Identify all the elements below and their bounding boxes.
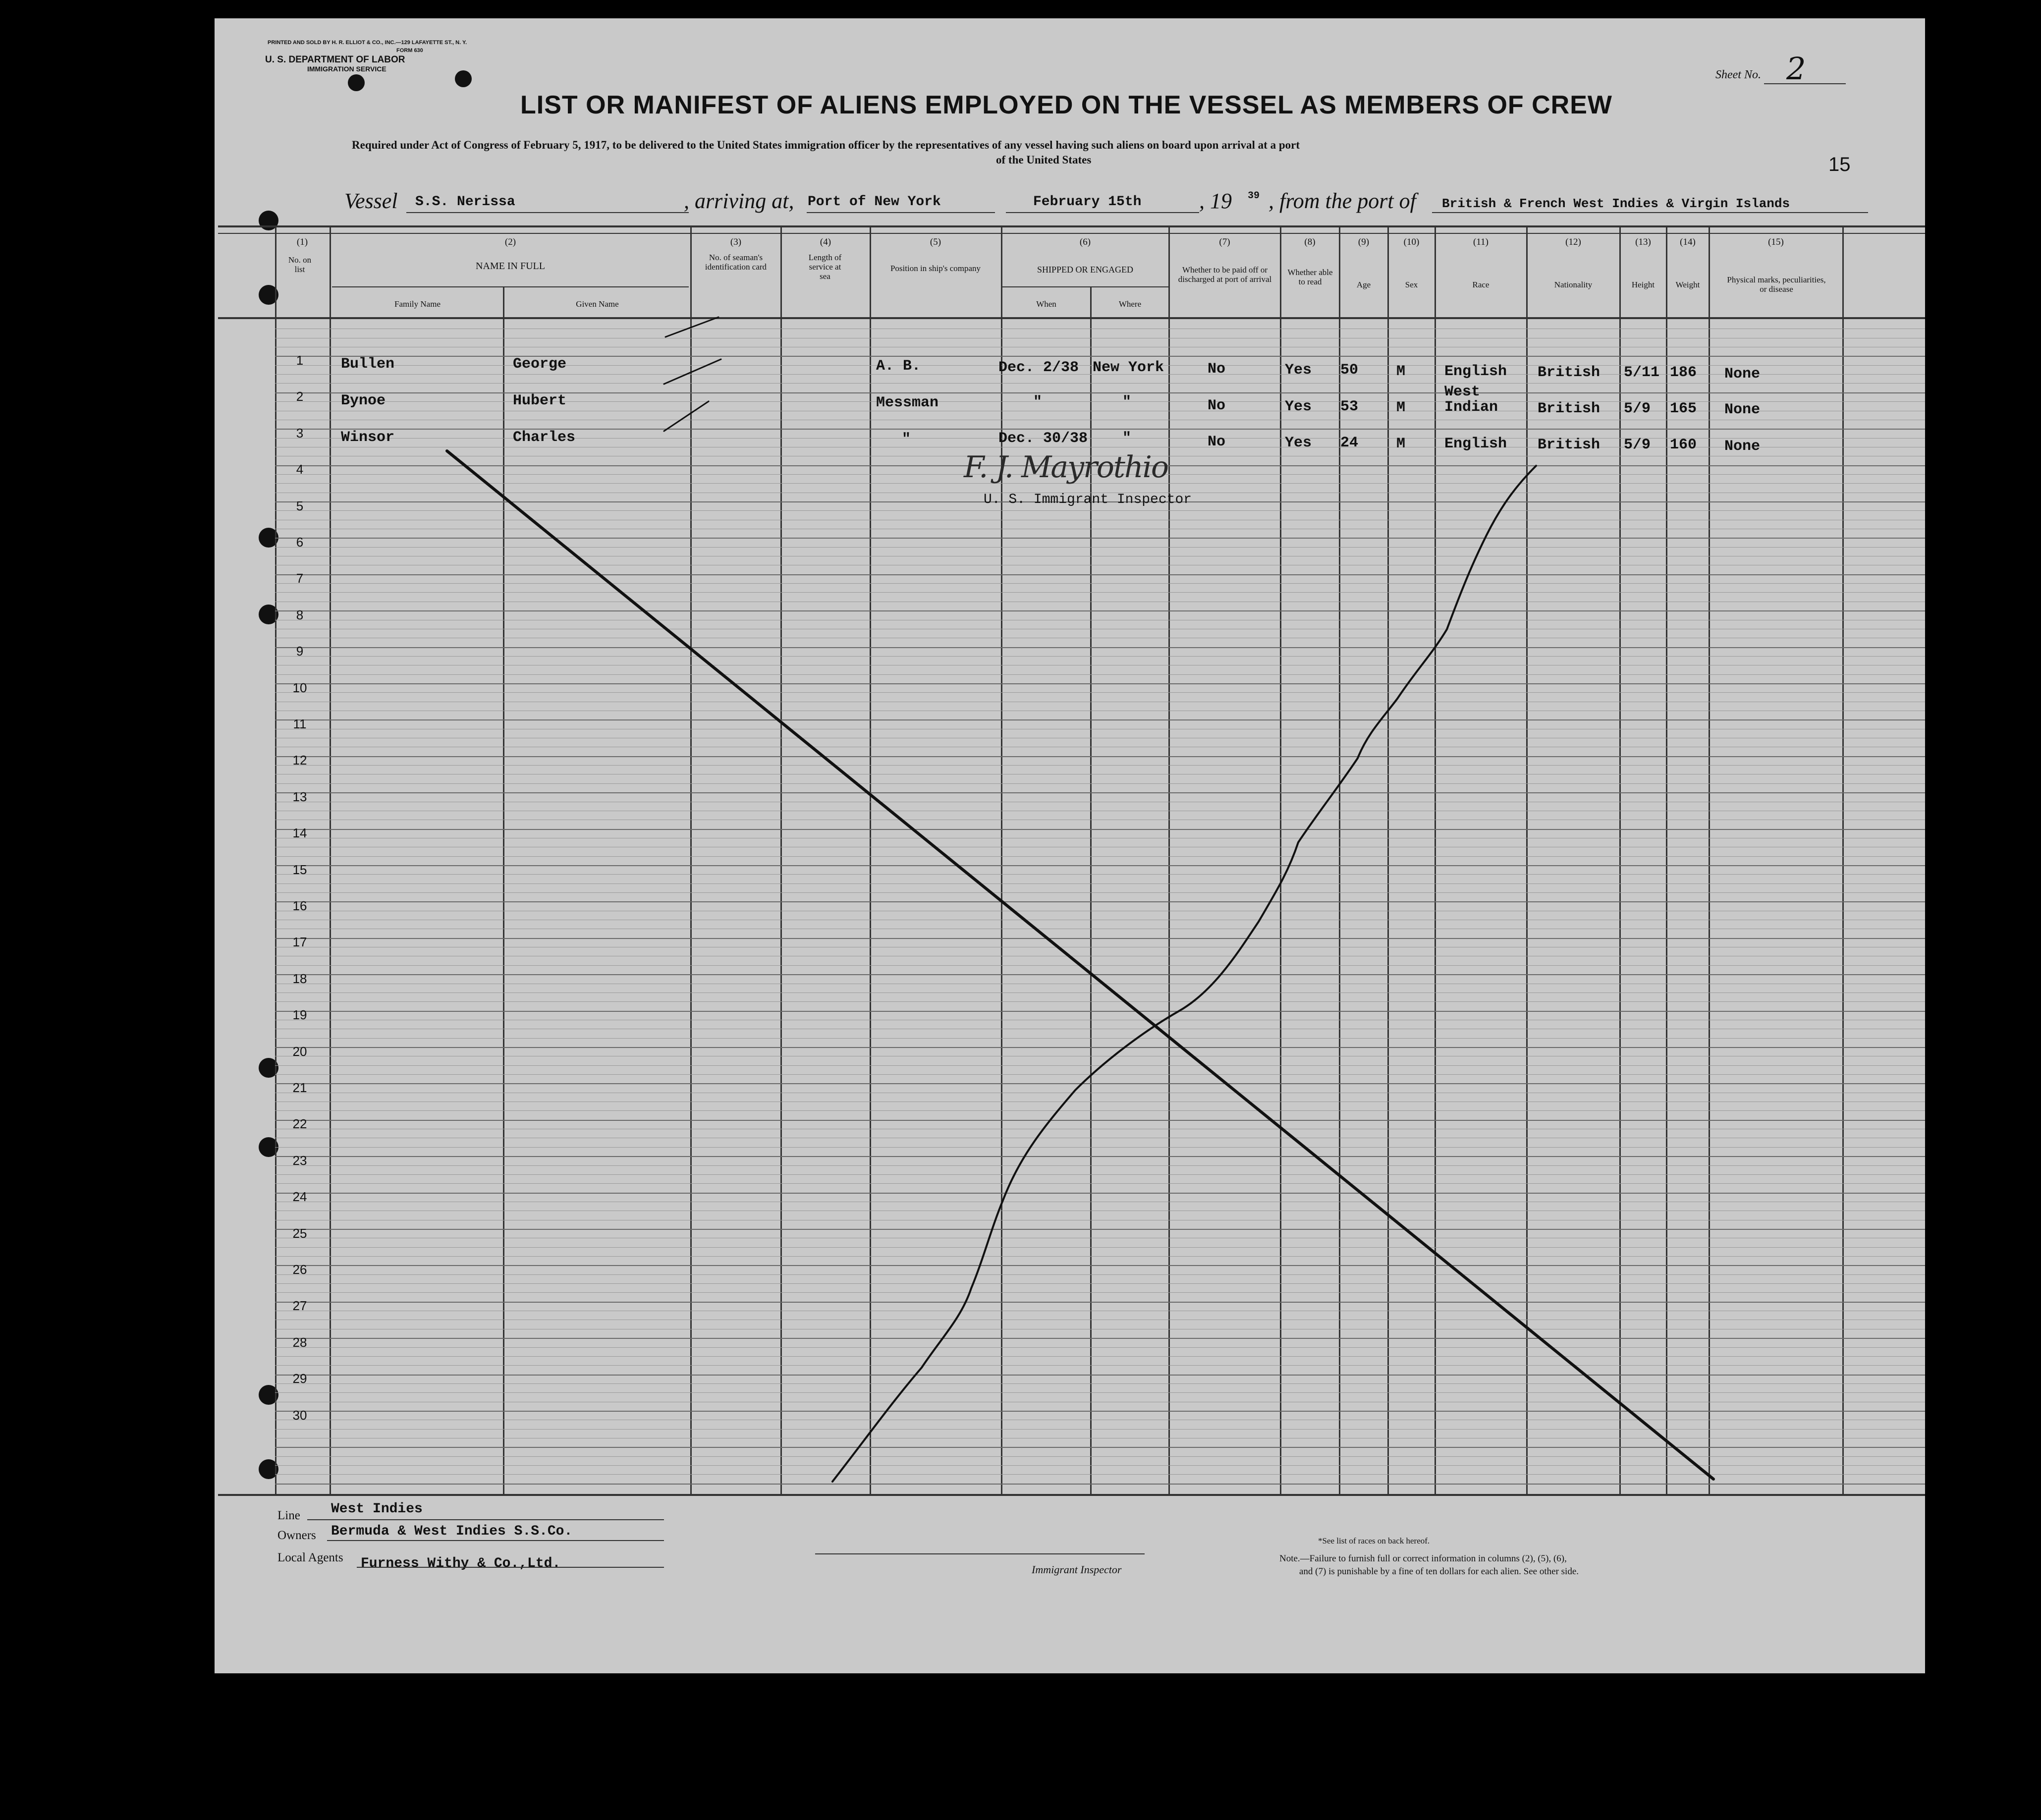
family-name: Bullen <box>341 356 395 373</box>
department: U. S. DEPARTMENT OF LABOR <box>265 55 405 65</box>
line-value: West Indies <box>331 1501 423 1517</box>
column-number: (2) <box>504 237 516 247</box>
row-number: 1 <box>296 353 304 368</box>
column-label: NAME IN FULL <box>476 261 545 272</box>
row-number: 13 <box>292 789 307 804</box>
column-number: (10) <box>1403 237 1420 247</box>
column-label: Race <box>1472 280 1489 289</box>
column-label: Age <box>1356 280 1371 289</box>
form-number: FORM 630 <box>396 48 423 54</box>
row-number: 5 <box>296 498 304 513</box>
row-number: 14 <box>292 826 307 840</box>
row-number: 11 <box>293 717 307 731</box>
column-label: Position in ship's company <box>890 264 981 273</box>
column-label: Sex <box>1405 280 1418 289</box>
tick-mark <box>665 317 718 337</box>
able-to-read: Yes <box>1285 435 1312 451</box>
sex: M <box>1396 399 1406 416</box>
column-label: No. on list <box>288 255 312 274</box>
age: 50 <box>1340 362 1359 379</box>
row-number: 25 <box>292 1226 307 1241</box>
race: English <box>1444 436 1507 452</box>
column-number: (11) <box>1473 237 1489 247</box>
note-line-2: and (7) is punishable by a fine of ten dollars for each alien. See other side. <box>1299 1566 1579 1577</box>
shipped-where: " <box>1122 394 1132 411</box>
column-sublabel: When <box>1036 299 1056 309</box>
arrival-port: Port of New York <box>808 194 941 210</box>
position: Messman <box>876 394 939 411</box>
row-number: 23 <box>292 1153 307 1168</box>
row-number: 22 <box>292 1116 307 1131</box>
paid-off: No <box>1208 397 1226 414</box>
inspector-stamp: U. S. Immigrant Inspector <box>984 492 1192 507</box>
row-number: 17 <box>292 935 307 949</box>
row-number: 2 <box>296 389 304 404</box>
shipped-when: Dec. 30/38 <box>998 430 1088 447</box>
race: English <box>1444 363 1507 380</box>
paid-off: No <box>1208 361 1226 378</box>
row-number: 27 <box>292 1298 307 1313</box>
height: 5/9 <box>1624 400 1651 417</box>
column-number: (6) <box>1079 237 1091 247</box>
row-number: 10 <box>292 680 307 695</box>
position: A. B. <box>876 358 921 375</box>
shipped-when: " <box>1033 394 1043 411</box>
column-number: (12) <box>1565 237 1581 247</box>
cross-out-line <box>447 451 1713 1479</box>
row-number: 24 <box>292 1189 307 1204</box>
tick-mark <box>664 359 721 384</box>
column-label: Height <box>1631 280 1655 289</box>
given-name: Hubert <box>513 392 567 409</box>
age: 24 <box>1340 435 1359 451</box>
note-line-1: Note.—Failure to furnish full or correct information in columns (2), (5), (6), <box>1279 1553 1567 1564</box>
sex: M <box>1396 363 1406 380</box>
height: 5/9 <box>1624 437 1651 453</box>
row-number: 12 <box>292 753 307 768</box>
weight: 160 <box>1670 437 1697 453</box>
paid-off: No <box>1208 434 1226 450</box>
column-number: (15) <box>1768 237 1784 247</box>
weight: 186 <box>1670 364 1697 381</box>
age: 53 <box>1340 398 1359 415</box>
immigrant-inspector-caption: Immigrant Inspector <box>1032 1563 1122 1576</box>
family-name: Bynoe <box>341 392 386 409</box>
nationality: British <box>1538 437 1600 453</box>
row-number: 26 <box>292 1262 307 1277</box>
agents-value: Furness Withy & Co.,Ltd. <box>361 1556 561 1571</box>
column-label: Length of service at sea <box>808 253 842 281</box>
inspector-signature: F. J. Mayrothio <box>964 450 1168 485</box>
column-number: (4) <box>820 237 831 247</box>
agents-label: Local Agents <box>277 1551 343 1564</box>
column-label: Whether to be paid off or discharged at port of arrival <box>1178 265 1272 284</box>
column-sublabel: Family Name <box>394 299 441 309</box>
row-number: 30 <box>292 1408 307 1423</box>
year-suffix: 39 <box>1248 190 1260 202</box>
family-name: Winsor <box>341 429 395 446</box>
column-sublabel: Given Name <box>576 299 619 309</box>
column-number: (13) <box>1635 237 1651 247</box>
races-note: *See list of races on back hereof. <box>1318 1536 1430 1545</box>
owners-label: Owners <box>277 1529 316 1542</box>
arriving-label: , arriving at, <box>684 189 794 213</box>
row-number: 9 <box>296 644 304 659</box>
column-number: (7) <box>1219 237 1230 247</box>
row-number: 19 <box>292 1007 307 1022</box>
service: IMMIGRATION SERVICE <box>307 65 386 73</box>
shipped-when: Dec. 2/38 <box>998 359 1079 376</box>
nationality: British <box>1538 400 1600 417</box>
shipped-where: New York <box>1093 359 1164 376</box>
column-number: (3) <box>730 237 742 247</box>
arrival-date: February 15th <box>1033 194 1142 210</box>
shipped-where: " <box>1122 430 1132 447</box>
row-number: 21 <box>292 1080 307 1095</box>
sheet-label: Sheet No. <box>1715 68 1761 81</box>
subtitle-line-2: of the United States <box>996 154 1092 166</box>
row-number: 6 <box>296 535 304 550</box>
column-label: Whether able to read <box>1287 268 1333 286</box>
page-mark: 15 <box>1828 154 1851 175</box>
position: " <box>902 431 911 448</box>
column-number: (8) <box>1304 237 1316 247</box>
from-label: , from the port of <box>1269 189 1416 213</box>
year-prefix: , 19 <box>1199 189 1232 213</box>
column-label: Weight <box>1675 280 1700 289</box>
sheet-number: 2 <box>1786 51 1806 87</box>
physical-marks: None <box>1724 401 1761 418</box>
row-number: 18 <box>292 971 307 986</box>
nationality: British <box>1538 364 1600 381</box>
weight: 165 <box>1670 400 1697 417</box>
subtitle-line-1: Required under Act of Congress of February 5, 1917, to be delivered to the United States immigration officer by the representatives of any vessel having such aliens on board upon arrival at a port <box>352 139 1300 151</box>
race: West Indian <box>1444 384 1498 416</box>
column-number: (14) <box>1680 237 1696 247</box>
row-number: 16 <box>292 898 307 913</box>
column-label: SHIPPED OR ENGAGED <box>1037 265 1133 275</box>
column-label: Nationality <box>1554 280 1593 289</box>
physical-marks: None <box>1724 438 1761 455</box>
given-name: Charles <box>513 429 576 446</box>
line-label: Line <box>277 1509 300 1522</box>
physical-marks: None <box>1724 366 1761 383</box>
row-number: 3 <box>296 426 304 441</box>
column-number: (1) <box>296 237 308 247</box>
column-number: (9) <box>1358 237 1370 247</box>
vessel-label: Vessel <box>344 189 398 213</box>
able-to-read: Yes <box>1285 398 1312 415</box>
vessel-name: S.S. Nerissa <box>415 194 515 210</box>
column-label: Physical marks, peculiarities, or disease <box>1727 275 1826 294</box>
column-sublabel: Where <box>1118 299 1142 309</box>
row-number: 20 <box>292 1044 307 1059</box>
row-number: 29 <box>292 1371 307 1386</box>
tick-mark <box>664 401 709 431</box>
diagonal-scrawl <box>832 466 1536 1482</box>
page-title: LIST OR MANIFEST OF ALIENS EMPLOYED ON THE VESSEL AS MEMBERS OF CREW <box>520 91 1612 119</box>
row-number: 28 <box>292 1335 307 1350</box>
given-name: George <box>513 356 567 373</box>
column-number: (5) <box>930 237 941 247</box>
sex: M <box>1396 436 1406 452</box>
row-number: 4 <box>296 462 304 477</box>
row-number: 15 <box>292 862 307 877</box>
able-to-read: Yes <box>1285 362 1312 379</box>
from-port: British & French West Indies & Virgin Islands <box>1442 196 1790 211</box>
height: 5/11 <box>1624 364 1660 381</box>
row-number: 8 <box>296 607 304 622</box>
owners-value: Bermuda & West Indies S.S.Co. <box>331 1524 573 1539</box>
printer-line: PRINTED AND SOLD BY H. R. ELLIOT & CO., INC.—129 LAFAYETTE ST., N. Y. <box>268 40 467 46</box>
row-number: 7 <box>296 571 304 586</box>
column-label: No. of seaman's identification card <box>705 253 767 272</box>
